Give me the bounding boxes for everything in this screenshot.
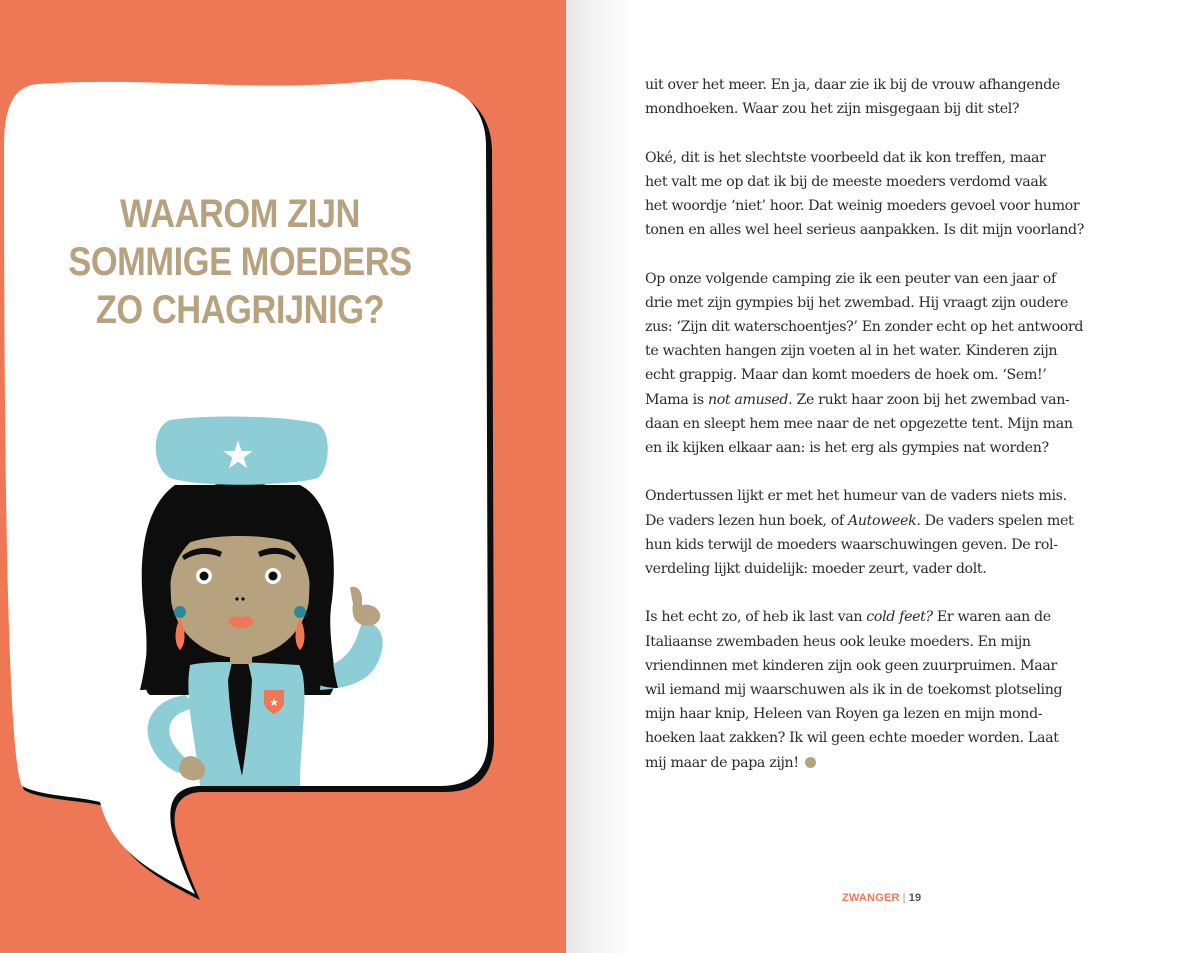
face <box>170 522 310 658</box>
text-line: drie met zijn gympies bij het zwembad. Hij vraagt zijn oudere <box>645 294 1069 311</box>
section-name: ZWANGER <box>842 892 900 904</box>
text-line: Oké, dit is het slechtste voorbeeld dat ik kon treffen, maar <box>645 149 1046 166</box>
text-line: verdeling lijkt duidelijk: moeder zeurt, vader dolt. <box>645 561 987 578</box>
text-line: zus: ‘Zijn dit waterschoentjes?’ En zonder echt op het antwoord <box>645 319 1084 335</box>
italic-phrase: Autoweek <box>847 512 917 529</box>
paragraph <box>645 484 1135 581</box>
pupil-left <box>200 572 209 581</box>
text-line: en ik kijken elkaar aan: is het erg als gympies nat worden? <box>645 440 1049 457</box>
text-line: hun kids terwijl de moeders waarschuwingen geven. De rol- <box>645 536 1058 553</box>
page-gutter <box>566 0 636 953</box>
text-line: uit over het meer. En ja, daar zie ik bij de vrouw afhangende <box>645 77 1060 93</box>
nostril <box>235 597 238 600</box>
text-line <box>645 509 1135 533</box>
page-headline <box>59 190 420 334</box>
text-line: het valt me op dat ik bij de meeste moeders verdomd vaak <box>645 173 1047 190</box>
text-line: het woordje ‘niet’ hoor. Dat weinig moeders gevoel voor humor <box>645 198 1080 214</box>
paragraph <box>645 73 1135 121</box>
end-of-article-dot-icon <box>805 757 816 768</box>
text-run: Is het echt zo, of heb ik last van <box>645 609 867 626</box>
paragraph <box>645 267 1135 461</box>
pupil-right <box>269 572 278 581</box>
text-line <box>645 388 1135 412</box>
text-line: Op onze volgende camping zie ik een peuter van een jaar of <box>645 270 1056 287</box>
text-run: Mama is <box>645 391 708 408</box>
article-body <box>645 73 1135 799</box>
italic-phrase: not amused <box>707 391 789 408</box>
text-line <box>645 751 1135 775</box>
text-run: mij maar de papa zijn! <box>645 754 799 771</box>
nostril <box>241 597 244 600</box>
earring-stud-left <box>174 606 186 618</box>
headline-line: SOMMIGE MOEDERS <box>68 240 412 284</box>
page-number: 19 <box>908 892 922 904</box>
paragraph <box>645 605 1135 774</box>
earring-stud-right <box>294 606 306 618</box>
page-folio <box>842 892 921 904</box>
paragraph <box>645 146 1135 243</box>
hat-star-icon: ★ <box>220 433 256 477</box>
text-line: hoeken laat zakken? Ik wil geen echte moeder worden. Laat <box>645 730 1059 747</box>
text-line: mondhoeken. Waar zou het zijn misgegaan bij dit stel? <box>645 101 1020 118</box>
text-line: echt grappig. Maar dan komt moeders de hoek om. ‘Sem!’ <box>645 367 1047 384</box>
text-run: De vaders lezen hun boek, of <box>645 512 848 529</box>
text-line: wil iemand mij waarschuwen als ik in de toekomst plotseling <box>645 682 1063 699</box>
text-line: mijn haar knip, Heleen van Royen ga lezen en mijn mond- <box>645 706 1043 723</box>
text-line: vriendinnen met kinderen zijn ook geen zuurpruimen. Maar <box>645 657 1057 674</box>
text-line: tonen en alles wel heel serieus aanpakken. Is dit mijn voorland? <box>645 222 1084 239</box>
text-line: daan en sleept hem mee naar de net opgezette tent. Mijn man <box>645 415 1073 432</box>
headline-line: ZO CHAGRIJNIG? <box>95 288 385 332</box>
text-line <box>645 605 1135 629</box>
text-run: Er waren aan de <box>932 609 1051 626</box>
text-run: . Ze rukt haar zoon bij het zwembad van- <box>788 391 1070 408</box>
badge-star-icon: ★ <box>269 696 279 709</box>
speech-bubble-illustration <box>0 0 566 953</box>
text-line: Ondertussen lijkt er met het humeur van de vaders niets mis. <box>645 488 1067 505</box>
folio-separator: | <box>902 892 906 904</box>
italic-phrase: cold feet? <box>866 609 933 626</box>
text-line: Italiaanse zwembaden heus ook leuke moeders. En mijn <box>645 633 1031 650</box>
text-run: . De vaders spelen met <box>916 512 1074 529</box>
headline-line: WAAROM ZIJN <box>120 192 360 236</box>
text-line: te wachten hangen zijn voeten al in het water. Kinderen zijn <box>645 343 1058 360</box>
